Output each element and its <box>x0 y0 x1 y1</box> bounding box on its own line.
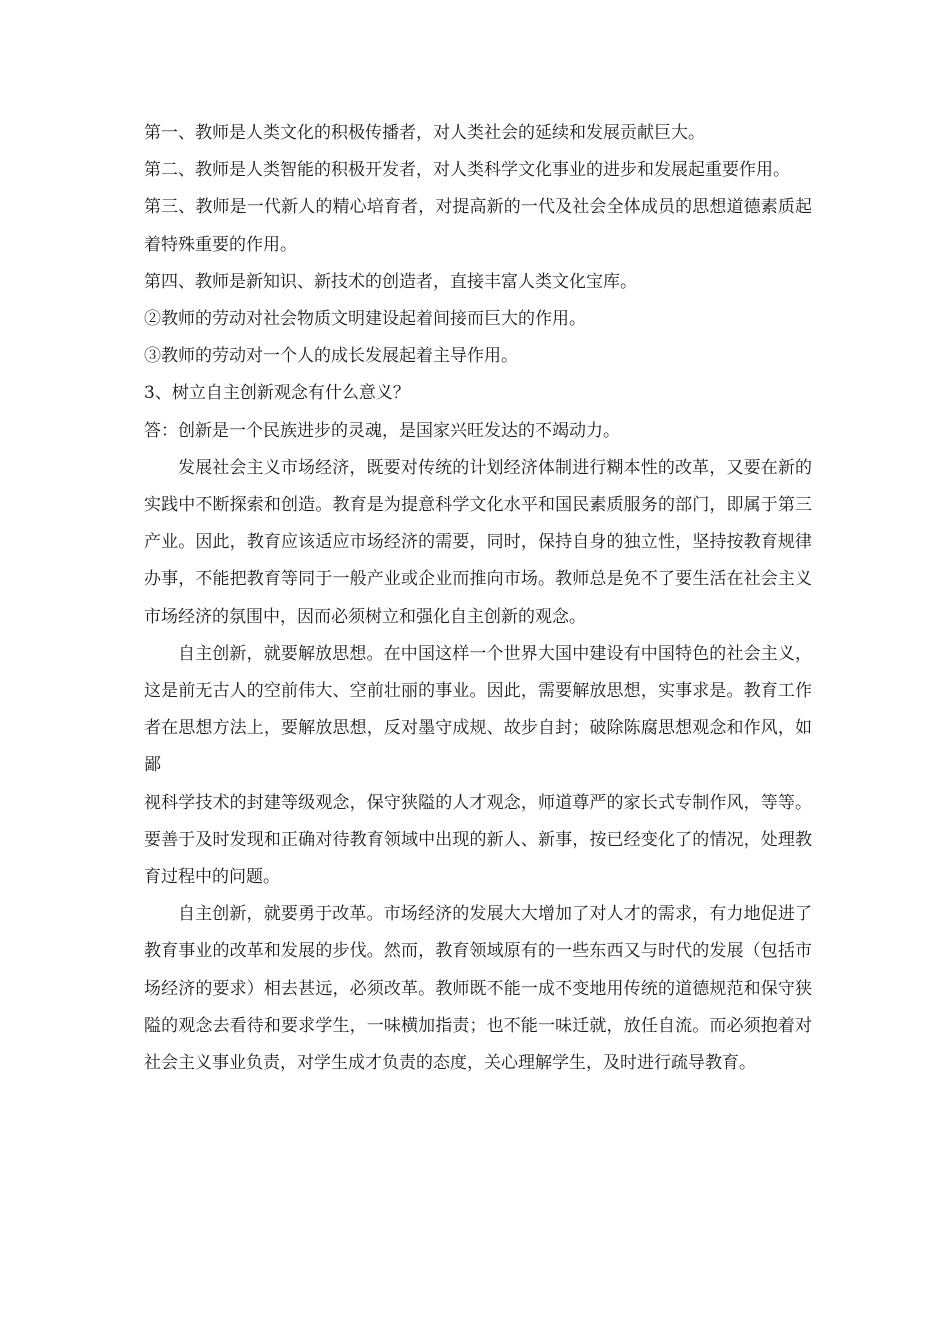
paragraph-labor-personal: ③教师的劳动对一个人的成长发展起着主导作用。 <box>144 346 518 367</box>
paragraph-liberate-thought: 自主创新，就要解放思想。在中国这样一个世界大国中建设有中国特色的社会主义，这是前无古人的空前伟大、空前壮丽的事业。因此，需要解放思想，实事求是。教育工作者在思想方法上，要解放思想，反对墨守成规、故步自封；破除陈腐思想观念和作风，如鄙 <box>144 643 812 776</box>
paragraph-market-economy: 发展社会主义市场经济，既要对传统的计划经济体制进行糊本性的改革，又要在新的实践中不断探索和创造。教育是为提意科学文化水平和国民素质服务的部门，即属于第三产业。因此，教育应该适应市场经济的需要，同时，保持自身的独立性，坚持按教育规律办事，不能把教育等同于一般产业或企业而推向市场。教师总是免不了要生活在社会主义市场经济的氛围中，因而必须树立和强化自主创新的观念。 <box>144 457 812 627</box>
paragraph-labor-material: ②教师的劳动对社会物质文明建设起着间接而巨大的作用。 <box>144 309 586 330</box>
answer-intro: 答：创新是一个民族进步的灵魂，是国家兴旺发达的不竭动力。 <box>144 420 620 441</box>
paragraph-teacher-role-3: 第三、教师是一代新人的精心培育者，对提高新的一代及社会全体成员的思想道德素质起着特殊重要的作用。 <box>144 197 812 255</box>
paragraph-liberate-thought-cont: 视科学技术的封建等级观念，保守狭隘的人才观念，师道尊严的家长式专制作风，等等。要善于及时发现和正确对待教育领域中出现的新人、新事，按已经变化了的情况，处理教育过程中的问题。 <box>144 792 812 888</box>
paragraph-teacher-role-1: 第一、教师是人类文化的积极传播者，对人类社会的延续和发展贡献巨大。 <box>144 123 705 143</box>
question-heading: 3、树立自主创新观念有什么意义？ <box>144 383 410 404</box>
paragraph-reform: 自主创新，就要勇于改革。市场经济的发展大大增加了对人才的需求，有力地促进了教育事业的改革和发展的步伐。然而，教育领域原有的一些东西又与时代的发展（包括市场经济的要求）相去甚远，必须改革。教师既不能一成不变地用传统的道德规范和保守狭隘的观念去看待和要求学生，一味横加指责；也不能一味迁就，放任自流。而必须抱着对社会主义事业负责，对学生成才负责的态度，关心理解学生，及时进行疏导教育。 <box>144 904 812 1074</box>
paragraph-teacher-role-4: 第四、教师是新知识、新技术的创造者，直接丰富人类文化宝库。 <box>144 271 637 292</box>
paragraph-teacher-role-2: 第二、教师是人类智能的积极开发者，对人类科学文化事业的进步和发展起重要作用。 <box>144 160 790 181</box>
document-body <box>144 115 812 1082</box>
